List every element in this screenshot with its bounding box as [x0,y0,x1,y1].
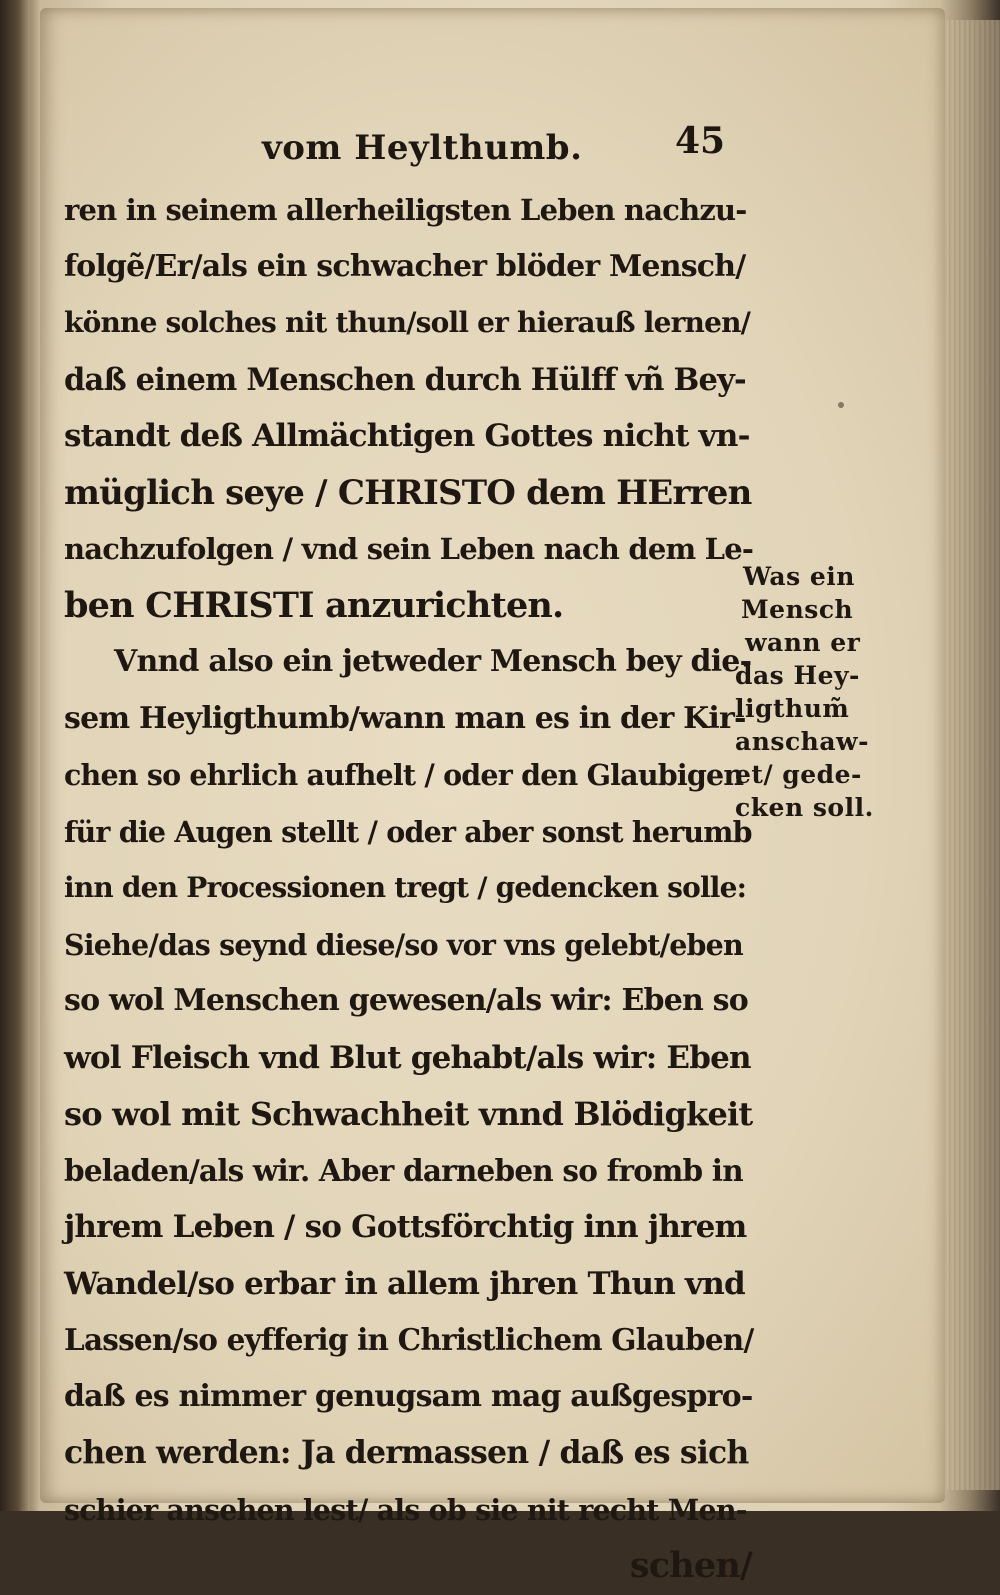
running-header: vom Heylthumb. [262,128,583,168]
paragraph-start-line: Vnnd also ein jetweder Mensch bey die- [114,644,752,679]
marginal-line: anschaw- [735,727,869,756]
text-line: müglich seye / CHRISTO dem HErren [64,472,752,513]
text-line: inn den Processionen tregt / gedencken solle: [64,871,747,904]
text-line: daß einem Menschen durch Hülff vñ Bey- [64,361,746,398]
text-line: Wandel/so erbar in allem jhren Thun vnd [64,1265,745,1302]
text-line: chen werden: Ja dermassen / daß es sich [64,1434,749,1471]
text-line: chen so ehrlich aufhelt / oder den Glaubigen [64,758,744,792]
book-gutter [0,0,30,1511]
text-line: schier ansehen lest/ als ob sie nit recht Men- [64,1492,747,1527]
marginal-line: wann er [745,628,861,657]
page-edges [940,20,1000,1490]
text-line: wol Fleisch vnd Blut gehabt/als wir: Eben [64,1039,751,1076]
marginal-line: das Hey- [735,661,860,690]
marginal-line: et/ gede- [735,760,862,789]
text-line: Siehe/das seynd diese/so vor vns gelebt/eben [64,927,743,962]
ink-spot [838,402,844,408]
body-text [64,182,754,1595]
text-line: könne solches nit thun/soll er hierauß lernen/ [64,306,751,339]
marginal-line: ligthum̃ [735,694,850,723]
text-line: jhrem Leben / so Gottsförchtig inn jhrem [64,1209,747,1245]
marginal-line: Mensch [741,595,854,624]
page-number: 45 [675,120,726,162]
text-line: beladen/als wir. Aber darneben so fromb in [64,1152,743,1188]
catchword: schen/ [629,1545,752,1586]
text-line: sem Heyligthumb/wann man es in der Kir- [64,700,746,736]
text-line: ben CHRISTI anzurichten. [64,584,564,626]
text-line: so wol mit Schwachheit vnnd Blödigkeit [64,1095,753,1133]
marginal-line: cken soll. [735,793,874,822]
text-line: standt deß Allmächtigen Gottes nicht vn- [64,418,750,454]
text-line: Lassen/so eyfferig in Christlichem Glauben/ [64,1322,754,1357]
text-line: daß es nimmer genugsam mag außgespro- [64,1378,753,1414]
marginal-line: Was ein [743,562,855,591]
text-line: folgẽ/Er/als ein schwacher blöder Mensch/ [64,248,746,284]
text-line: für die Augen stellt / oder aber sonst herumb [64,814,752,849]
text-line: ren in seinem allerheiligsten Leben nachzu- [64,193,747,227]
text-line: so wol Menschen gewesen/als wir: Eben so [64,983,748,1018]
text-line: nachzufolgen / vnd sein Leben nach dem Le- [64,532,754,566]
marginal-note [735,560,885,824]
